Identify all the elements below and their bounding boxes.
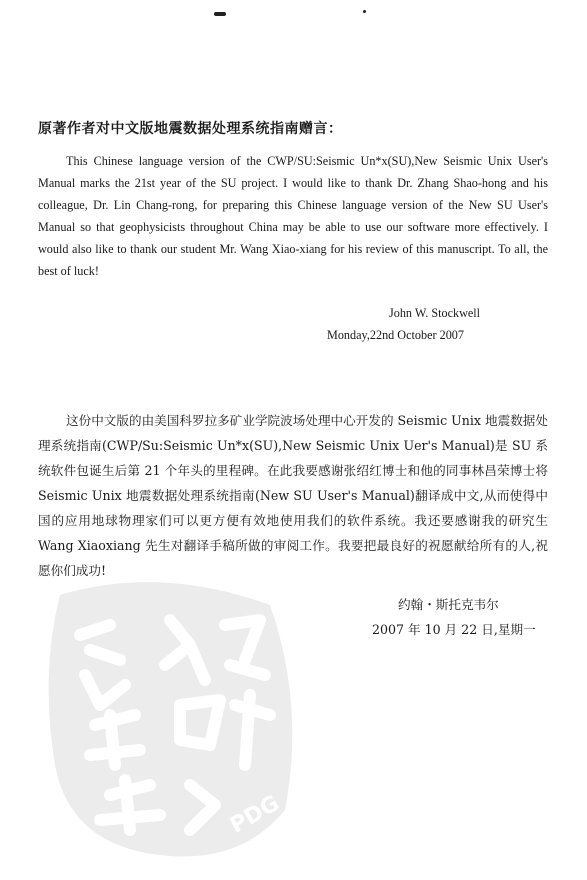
scan-dot-top [363,10,366,13]
english-signature-date: Monday,22nd October 2007 [327,328,464,342]
chinese-signature-date: 2007 年 10 月 22 日,星期一 [372,622,536,637]
scan-mark-top [214,12,226,16]
watermark-seal [40,565,310,865]
english-signature-block [327,302,547,346]
chinese-signature-block [372,592,572,642]
chinese-signature-name: 约翰・斯托克韦尔 [398,597,499,612]
chinese-dedication-paragraph: 这份中文版的由美国科罗拉多矿业学院波场处理中心开发的 Seismic Unix 地震数据处理系统指南(CWP/Su:Seismic Un*x(SU),New Seismic Unix Uer's Manual)是 SU 系统软件包诞生后第 21 个年头的里程碑。在此我要感谢张绍红博士和他的同事林昌荣博士将 Seismic Unix 地震数据处理系统指南(New SU User's Manual)翻译成中文,从而使得中国的应用地球物理家们可以更方便有效地使用我们的软件系统。我还要感谢我的研究生 Wang Xiaoxiang 先生对翻译手稿所做的审阅工作。我要把最良好的祝愿献给所有的人,祝愿你们成功! [38,413,548,578]
english-signature-name: John W. Stockwell [389,306,481,320]
english-dedication-paragraph: This Chinese language version of the CWP/SU:Seismic Un*x(SU),New Seismic Unix User's Manual marks the 21st year of the SU project. I would like to thank Dr. Zhang Shao-hong and his colleague, Dr. Lin Chang-rong, for preparing this Chinese language version of the New SU User's Manual so that geophysicists throughout China may be able to use our software more effectively. I would also like to thank our student Mr. Wang Xiao-xiang for his review of this manuscript. To all, the best of luck! [38,154,548,278]
dedication-heading: 原著作者对中文版地震数据处理系统指南赠言： [38,121,343,137]
watermark-pdg-text: PDG [226,790,284,839]
